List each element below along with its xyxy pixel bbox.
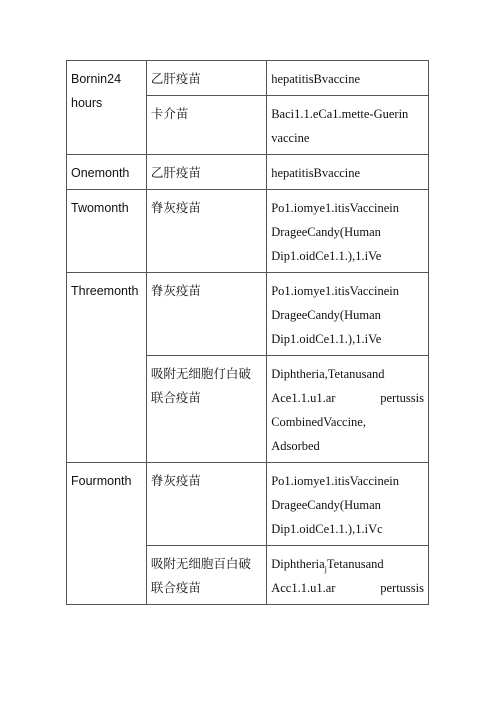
vaccine-name-en-line [271,386,424,410]
vaccine-name-cn: 乙肝疫苗 [146,155,266,190]
vaccine-name-en [267,463,429,546]
table-row [67,61,429,96]
vaccine-name-en-line: Diphtheria,Tetanusand [271,367,385,381]
vaccine-name-en [267,273,429,356]
age-cell: Threemonth [67,273,147,463]
vaccine-name-en-line: DrageeCandy(Human [271,225,381,239]
vaccine-name-en [267,61,429,96]
age-cell: Onemonth [67,155,147,190]
vaccine-name-en-line: Po1.iomye1.itisVaccinein [271,201,399,215]
vaccine-name-en-word: pertussis [380,391,424,405]
vaccine-name-en [267,190,429,273]
vaccine-name-en-word: Acc1.1.u1.ar [271,581,336,595]
vaccine-name-en-line: Po1.iomye1.itisVaccinein [271,284,399,298]
vaccine-name-en-word: Diphtheria [271,557,325,571]
vaccine-name-cn: 脊灰疫苗 [146,190,266,273]
table-row [67,273,429,356]
vaccine-name-en-line: Adsorbed [271,439,320,453]
vaccine-name-en-line [271,576,424,600]
vaccine-name-en [267,155,429,190]
vaccine-name-en-line [271,557,384,574]
vaccine-name-en-line: Po1.iomye1.itisVaccinein [271,474,399,488]
vaccine-name-en-line: vaccine [271,131,310,145]
vaccine-name-en-word: Ace1.1.u1.ar [271,391,336,405]
vaccine-name-cn: 卡介苗 [146,96,266,155]
vaccine-name-en-line: DrageeCandy(Human [271,308,381,322]
vaccine-name-en-line: hepatitisBvaccine [271,72,361,86]
age-cell: Fourmonth [67,463,147,605]
vaccine-name-en-word: Tetanusand [326,557,384,571]
vaccine-name-en-line: CombinedVaccine, [271,415,366,429]
vaccine-name-en [267,96,429,155]
vaccine-name-cn: 脊灰疫苗 [146,463,266,546]
vaccine-name-en [267,546,429,605]
vaccine-name-en-line: Dip1.oidCe1.1.),1.iVc [271,522,383,536]
age-cell: Bornin24 hours [67,61,147,155]
vaccine-name-en-line: Dip1.oidCe1.1.),1.iVe [271,332,382,346]
vaccine-name-en [267,356,429,463]
table-row [67,190,429,273]
age-cell: Twomonth [67,190,147,273]
vaccine-name-en-line: hepatitisBvaccine [271,166,361,180]
vaccine-name-cn: 乙肝疫苗 [146,61,266,96]
vaccine-name-en-line: Baci1.1.eCa1.mette-Guerin [271,107,409,121]
vaccine-name-cn: 吸附无细胞百白破联合疫苗 [146,546,266,605]
vaccine-name-en-line: DrageeCandy(Human [271,498,381,512]
vaccine-name-en-line: Dip1.oidCe1.1.),1.iVe [271,249,382,263]
vaccine-name-cn: 脊灰疫苗 [146,273,266,356]
vaccine-name-en-word: pertussis [380,581,424,595]
table-row [67,463,429,546]
subscript-mark: j [324,564,327,574]
table-row [67,155,429,190]
vaccine-name-cn: 吸附无细胞仃白破联合疫苗 [146,356,266,463]
vaccination-schedule-table [66,60,429,605]
